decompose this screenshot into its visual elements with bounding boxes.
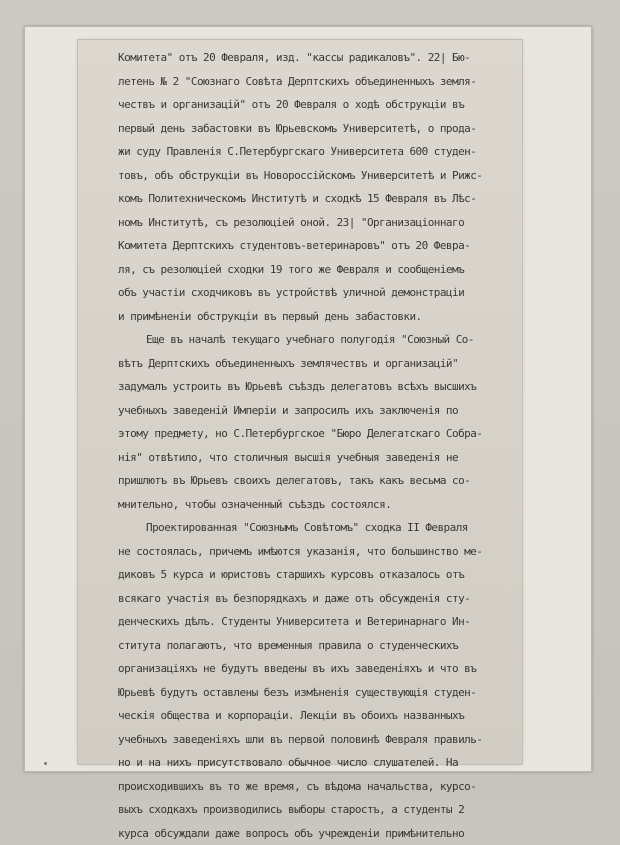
text-line: ститута полагаютъ, что временныя правила о студенческихъ	[118, 634, 520, 658]
text-line: пришлютъ въ Юрьевъ своихъ делегатовъ, такъ какъ весьма со-	[118, 469, 520, 493]
text-line: чествъ и организацій" отъ 20 Февраля о ходѣ обструкціи въ	[118, 93, 520, 117]
text-line: курса обсуждали даже вопросъ объ учрежденіи примѣнительно	[118, 822, 520, 845]
text-line: организаціяхъ не будутъ введены въ ихъ заведеніяхъ и что въ	[118, 657, 520, 681]
text-line: номъ Институтѣ, съ резолюціей оной. 23| "Организаціоннаго	[118, 211, 520, 235]
mount-speck	[44, 762, 47, 765]
text-line: учебныхъ заведеній Имперіи и запросилъ ихъ заключенія по	[118, 399, 520, 423]
text-line: всякаго участія въ безпорядкахъ и даже отъ обсужденія сту-	[118, 587, 520, 611]
text-line: выхъ сходкахъ производились выборы старостъ, а студенты 2	[118, 798, 520, 822]
text-line: диковъ 5 курса и юристовъ старшихъ курсовъ отказалось отъ	[118, 563, 520, 587]
text-line: товъ, объ обструкціи въ Новороссійскомъ Университетѣ и Рижс-	[118, 164, 520, 188]
text-line: не состоялась, причемъ имѣются указанія, что большинство ме-	[118, 540, 520, 564]
text-line: и примѣненіи обструкціи въ первый день забастовки.	[118, 305, 520, 329]
text-line: вѣтъ Дерптскихъ объединенныхъ землячествъ и организацій"	[118, 352, 520, 376]
text-line: этому предмету, но С.Петербургское "Бюро Делегатскаго Собра-	[118, 422, 520, 446]
text-line: но и на нихъ присутствовало обычное число слушателей. На	[118, 751, 520, 775]
text-line: Комитета" отъ 20 Февраля, изд. "кассы радикаловъ". 22| Бю-	[118, 46, 520, 70]
text-line: денческихъ дѣлъ. Студенты Университета и Ветеринарнаго Ин-	[118, 610, 520, 634]
text-line: ческія общества и корпораціи. Лекціи въ обоихъ названныхъ	[118, 704, 520, 728]
text-line: учебныхъ заведеніяхъ шли въ первой половинѣ Февраля правиль-	[118, 728, 520, 752]
text-line: первый день забастовки въ Юрьевскомъ Университетѣ, о прода-	[118, 117, 520, 141]
text-line: летень № 2 "Союзнаго Совѣта Дерптскихъ объединенныхъ земля-	[118, 70, 520, 94]
text-line: происходившихъ въ то же время, съ вѣдома начальства, курсо-	[118, 775, 520, 799]
text-line: объ участіи сходчиковъ въ устройствѣ уличной демонстраціи	[118, 281, 520, 305]
paragraph-start: Еще въ началѣ текущаго учебнаго полугодія "Союзный Со-	[118, 328, 520, 352]
paragraph-start: Проектированная "Союзнымъ Совѣтомъ" сходка II Февраля	[118, 516, 520, 540]
text-line: Юрьевѣ будутъ оставлены безъ измѣненія существующія студен-	[118, 681, 520, 705]
text-line: мнительно, чтобы означенный съѣздъ состоялся.	[118, 493, 520, 517]
document-text	[118, 46, 520, 845]
text-line: комъ Политехническомъ Институтѣ и сходкѣ 15 Февраля въ Лѣс-	[118, 187, 520, 211]
text-line: ля, съ резолюціей сходки 19 того же Февраля и сообщеніемъ	[118, 258, 520, 282]
text-line: задумалъ устроить въ Юрьевѣ съѣздъ делегатовъ всѣхъ высшихъ	[118, 375, 520, 399]
text-line: Комитета Дерптскихъ студентовъ-ветеринаровъ" отъ 20 Февра-	[118, 234, 520, 258]
text-line: нія" отвѣтило, что столичныя высшія учебныя заведенія не	[118, 446, 520, 470]
text-line: жи суду Правленія С.Петербургскаго Университета 600 студен-	[118, 140, 520, 164]
